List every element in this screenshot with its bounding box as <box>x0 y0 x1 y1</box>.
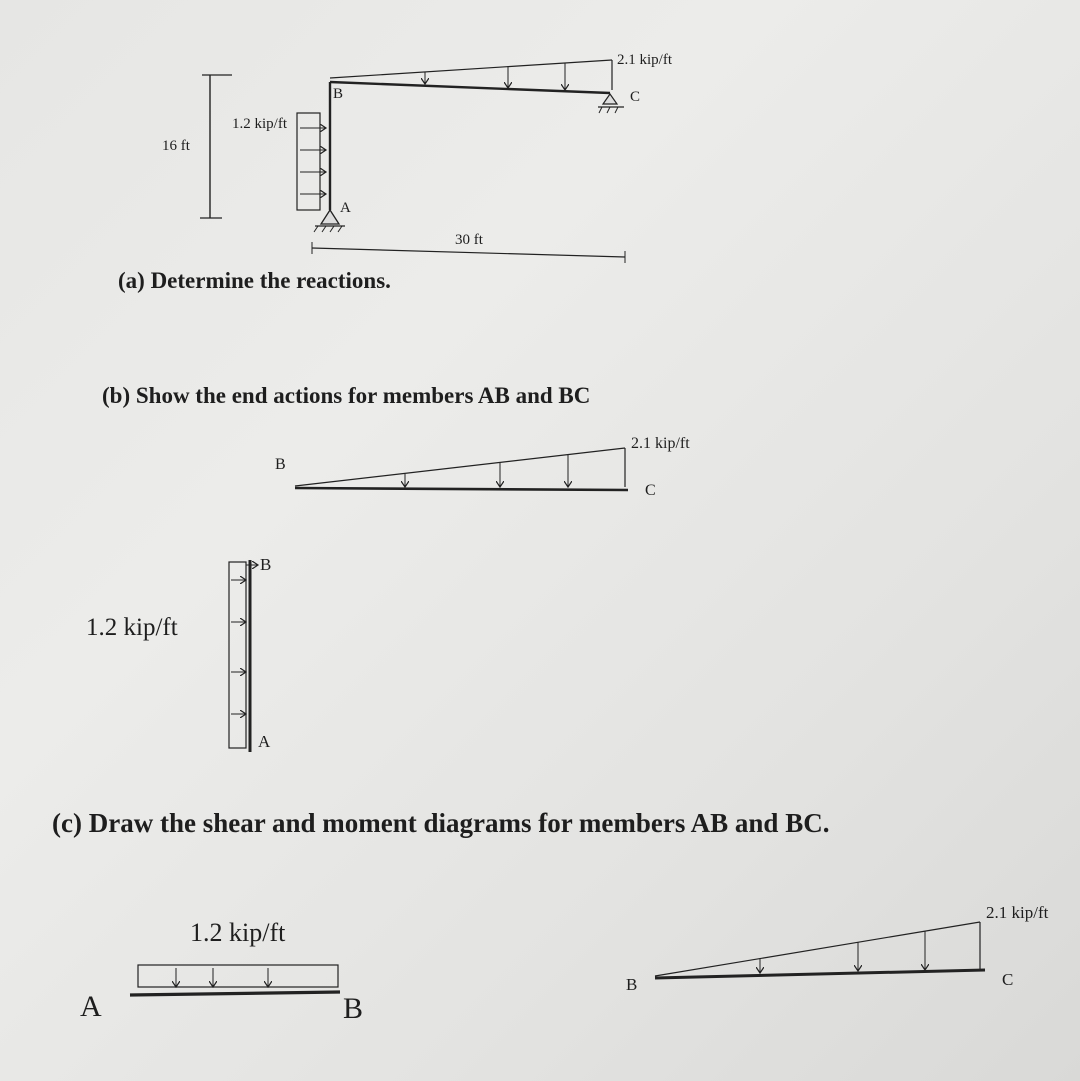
frame-load-bc-label: 2.1 kip/ft <box>617 52 672 68</box>
part-c-bc-load-label: 2.1 kip/ft <box>986 903 1049 922</box>
part-b-ab-b-label: B <box>260 555 272 574</box>
frame-load-ab-label: 1.2 kip/ft <box>232 116 287 132</box>
height-dimension <box>200 75 232 218</box>
part-c-bc-c-label: C <box>1002 970 1014 989</box>
part-c-ab-load-label: 1.2 kip/ft <box>190 918 286 947</box>
beam-bc <box>330 60 612 93</box>
part-a-prompt: (a) Determine the reactions. <box>118 268 391 293</box>
part-b-ab-load-label: 1.2 kip/ft <box>86 614 178 641</box>
part-b-bc-b-label: B <box>275 456 286 473</box>
part-b-bc-load-label: 2.1 kip/ft <box>631 435 690 452</box>
frame-joint-c-label: C <box>630 89 641 105</box>
frame-joint-a-label: A <box>340 200 351 216</box>
frame-span-label: 30 ft <box>455 232 483 248</box>
column-ab <box>297 82 330 210</box>
part-b-ab-a-label: A <box>258 732 271 751</box>
part-c-member-bc <box>655 922 985 978</box>
part-c-ab-b-label: B <box>343 992 364 1025</box>
part-b-beam-bc <box>295 448 628 490</box>
part-b-bc-c-label: C <box>645 482 656 499</box>
part-c-bc-b-label: B <box>626 975 638 994</box>
part-b-prompt: (b) Show the end actions for members AB and BC <box>102 383 591 408</box>
part-c-prompt: (c) Draw the shear and moment diagrams for members AB and BC. <box>52 808 830 838</box>
frame-height-label: 16 ft <box>162 138 190 154</box>
frame-joint-b-label: B <box>333 86 344 102</box>
part-c-ab-a-label: A <box>80 990 102 1023</box>
part-b-column-ab <box>229 560 258 752</box>
roller-support-c <box>598 94 624 113</box>
part-c-member-ab <box>130 965 340 995</box>
frame-diagram <box>200 60 625 263</box>
